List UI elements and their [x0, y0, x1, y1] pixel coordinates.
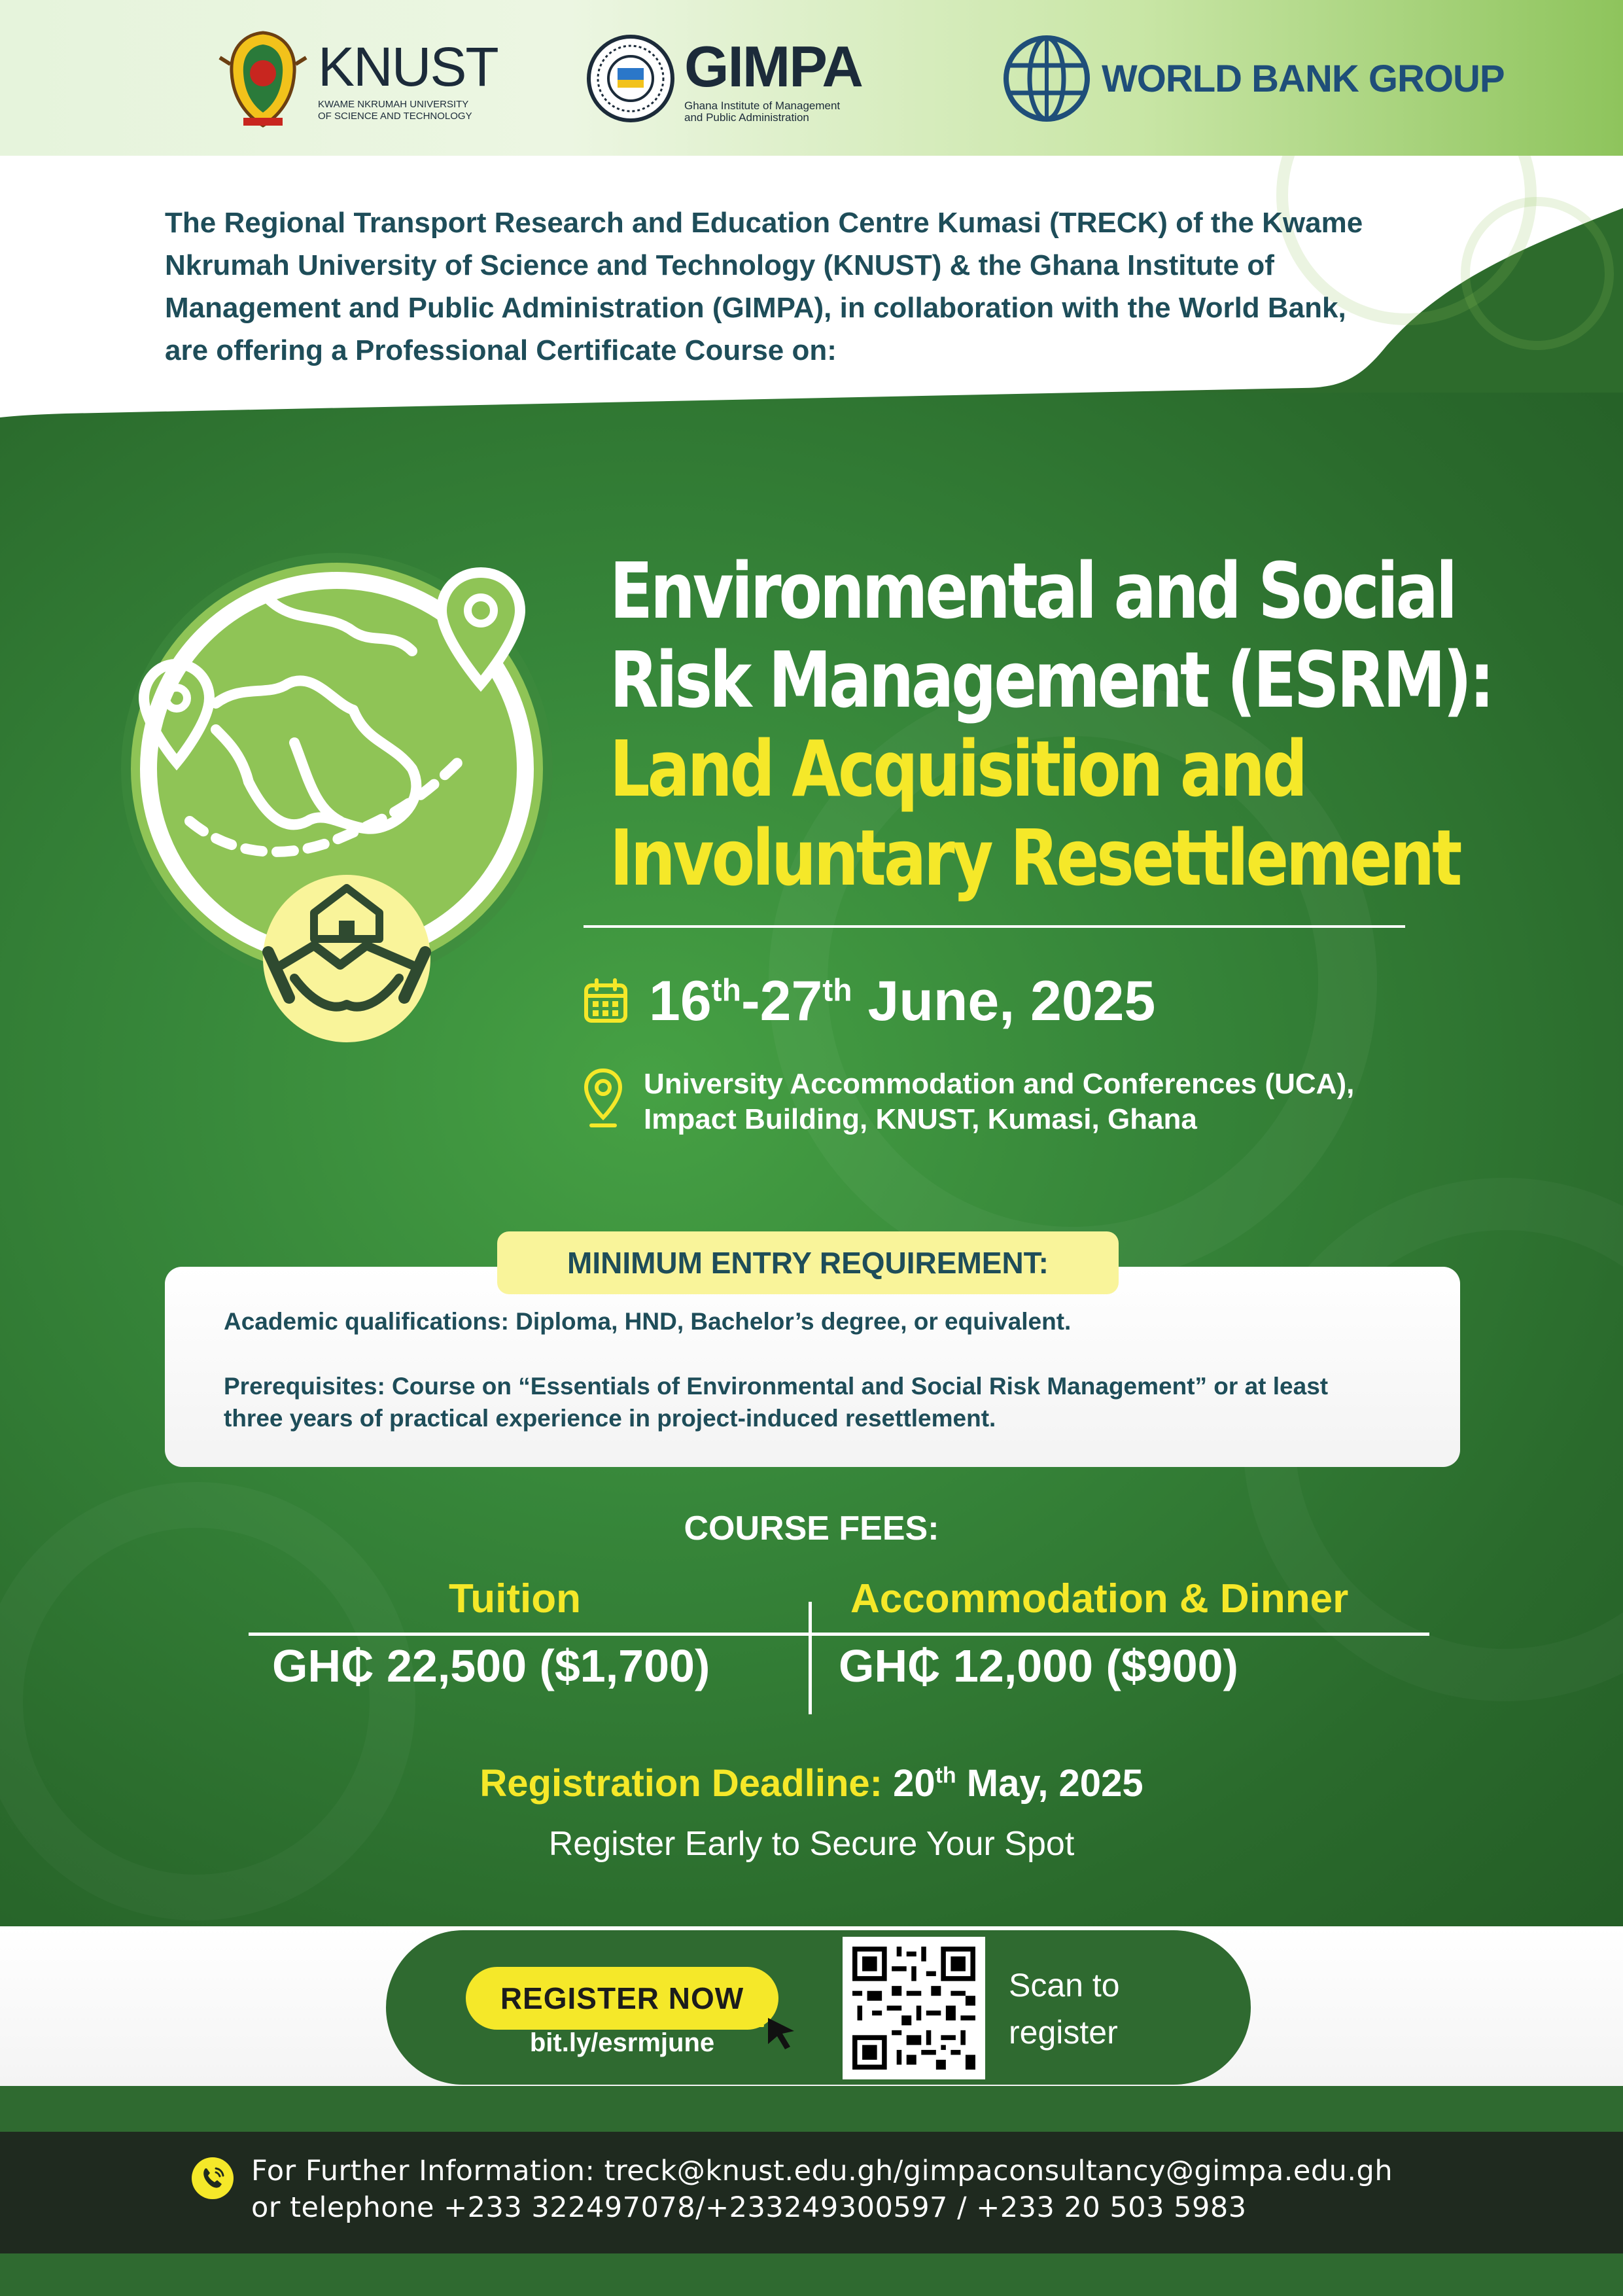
- title-divider: [584, 925, 1405, 928]
- accommodation-label: Accommodation & Dinner: [850, 1576, 1349, 1621]
- date-month-year: June, 2025: [852, 969, 1156, 1033]
- register-early-note: Register Early to Secure Your Spot: [548, 1825, 1075, 1863]
- globe-illustration: [118, 546, 569, 1057]
- requirements-box: [165, 1267, 1460, 1467]
- contact-email[interactable]: For Further Information: treck@knust.edu.gh/gimpaconsultancy@gimpa.edu.gh: [251, 2155, 1393, 2187]
- deadline-day: 20: [882, 1762, 935, 1805]
- course-title-line-2: Risk Management (ESRM):: [610, 635, 1492, 725]
- globe-icon: [1001, 33, 1092, 124]
- qr-code[interactable]: [843, 1937, 985, 2079]
- world-bank-name: WORLD BANK GROUP: [1102, 57, 1505, 100]
- course-subtitle-line-1: Land Acquisition and: [610, 724, 1306, 814]
- venue-row: [582, 1067, 1354, 1137]
- venue-line-2: Impact Building, KNUST, Kumasi, Ghana: [644, 1103, 1197, 1135]
- deadline-label: Registration Deadline:: [480, 1762, 882, 1805]
- tuition-label: Tuition: [449, 1576, 581, 1621]
- intro-paragraph: [165, 202, 1473, 372]
- world-bank-logo: [1001, 26, 1505, 131]
- register-now-button[interactable]: REGISTER NOW: [466, 1967, 778, 2030]
- course-fees-heading: COURSE FEES:: [684, 1510, 939, 1547]
- date-end-suffix: th: [822, 972, 852, 1008]
- course-subtitle-line-2: Involuntary Resettlement: [610, 813, 1460, 903]
- gimpa-name: GIMPA: [684, 34, 862, 99]
- venue-line-1: University Accommodation and Conferences (UCA),: [644, 1068, 1355, 1100]
- deadline-month-year: May, 2025: [956, 1762, 1143, 1805]
- gimpa-sub1: Ghana Institute of Management: [684, 99, 841, 112]
- phone-icon: [191, 2157, 234, 2200]
- requirements-heading: MINIMUM ENTRY REQUIREMENT:: [497, 1231, 1119, 1294]
- knust-name: KNUST: [318, 35, 498, 97]
- course-subtitle: [610, 724, 1460, 903]
- scan-line-1: Scan to: [1009, 1967, 1120, 2004]
- calendar-icon: [582, 978, 629, 1025]
- prerequisite-line-2: three years of practical experience in project-induced resettlement.: [224, 1405, 996, 1432]
- prerequisite-line-1: Prerequisites: Course on “Essentials of Environmental and Social Risk Management” or at least: [224, 1373, 1329, 1400]
- gimpa-sub2: and Public Administration: [684, 111, 809, 124]
- intro-line-2: Nkrumah University of Science and Technology (KNUST) & the Ghana Institute of: [165, 249, 1274, 281]
- contact-phone[interactable]: or telephone +233 322497078/+233249300597 / +233 20 503 5983: [251, 2191, 1247, 2224]
- knust-sub1: KWAME NKRUMAH UNIVERSITY: [318, 98, 469, 110]
- intro-line-1: The Regional Transport Research and Education Centre Kumasi (TRECK) of the Kwame: [165, 207, 1363, 239]
- globe-map-icon: [118, 546, 569, 1057]
- venue: [644, 1067, 1354, 1137]
- fees-divider-horizontal: [249, 1633, 1429, 1636]
- accommodation-value: GH₵ 12,000 ($900): [839, 1640, 1238, 1691]
- location-pin-icon: [582, 1067, 624, 1132]
- date-start-suffix: th: [711, 972, 741, 1008]
- date-row: [582, 962, 1155, 1040]
- tuition-value: GH₵ 22,500 ($1,700): [272, 1640, 710, 1691]
- fees-divider-vertical: [809, 1602, 812, 1714]
- intro-line-3: Management and Public Administration (GIMPA), in collaboration with the World Bank,: [165, 292, 1346, 324]
- cursor-click-icon: [754, 2009, 801, 2052]
- contact-info: [251, 2153, 1393, 2226]
- course-title: [610, 546, 1492, 725]
- knust-sub2: OF SCIENCE AND TECHNOLOGY: [318, 110, 472, 122]
- academic-requirement: Academic qualifications: Diploma, HND, Bachelor’s degree, or equivalent.: [224, 1308, 1072, 1335]
- course-dates: [649, 969, 1155, 1034]
- registration-deadline: [0, 1761, 1623, 1805]
- register-link[interactable]: bit.ly/esrmjune: [529, 2028, 715, 2057]
- knust-crest-icon: [217, 26, 309, 131]
- gimpa-logo: [586, 26, 862, 131]
- date-start: 16: [649, 969, 712, 1033]
- scan-to-register: [1009, 1962, 1120, 2056]
- date-end: -27: [741, 969, 823, 1033]
- knust-logo: [217, 26, 498, 131]
- scan-line-2: register: [1009, 2014, 1118, 2051]
- course-title-line-1: Environmental and Social: [610, 546, 1455, 636]
- gimpa-seal-icon: [586, 34, 675, 123]
- intro-line-4: are offering a Professional Certificate Course on:: [165, 334, 837, 366]
- deadline-day-suffix: th: [935, 1763, 956, 1788]
